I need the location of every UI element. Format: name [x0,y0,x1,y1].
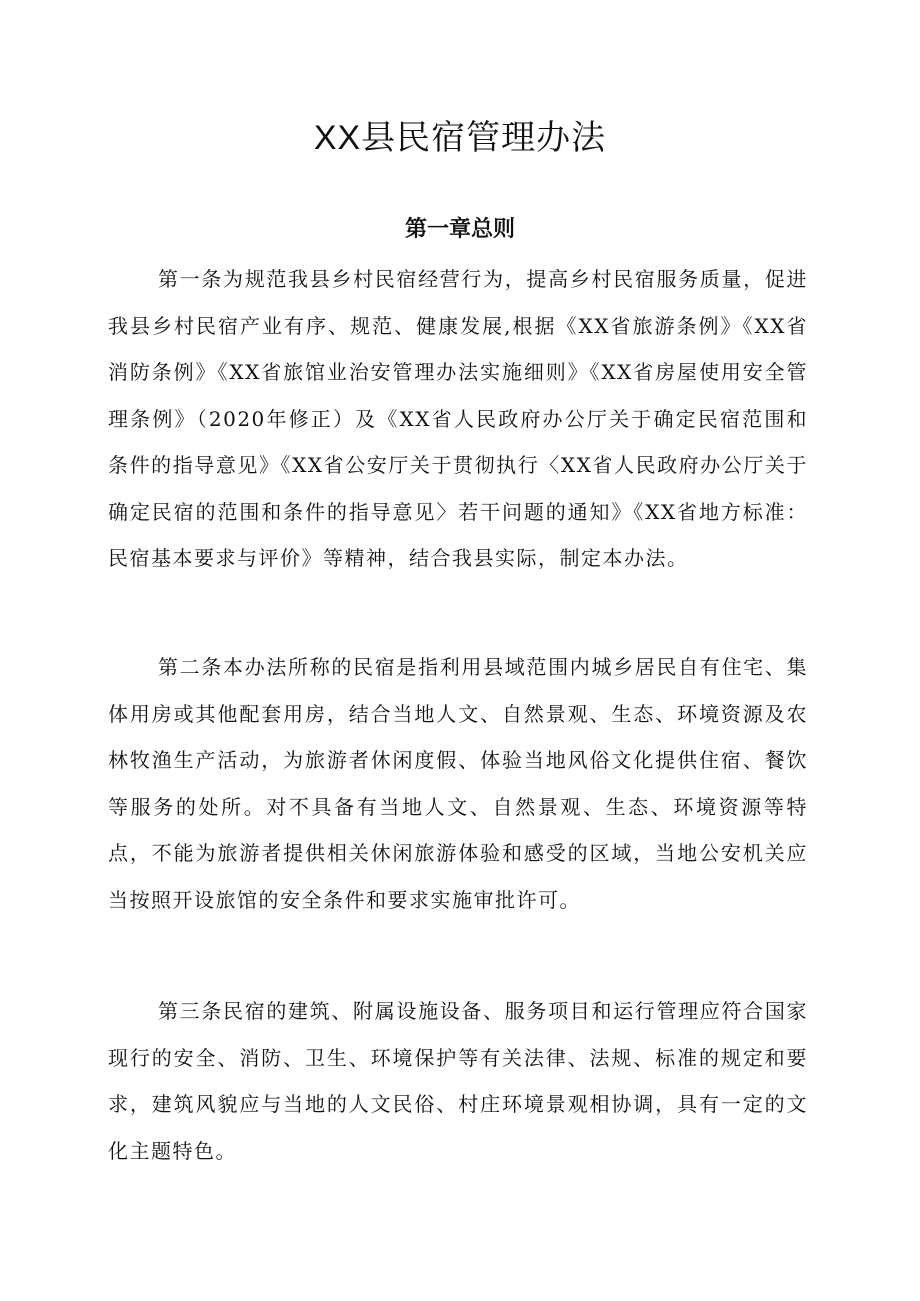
chapter-title: 第一章总则 [404,217,515,242]
article-3-paragraph: 第三条民宿的建筑、附属设施设备、服务项目和运行管理应符合国家现行的安全、消防、卫生、环境保护等有关法律、法规、标准的规定和要求，建筑风貌应与当地的人文民俗、村庄环境景观相协调，具有一定的文化主题特色。 [108,999,808,1163]
article-2-paragraph: 第二条本办法所称的民宿是指利用县域范围内城乡居民自有住宅、集体用房或其他配套用房，结合当地人文、自然景观、生态、环境资源及农林牧渔生产活动，为旅游者休闲度假、体验当地风俗文化提供住宿、餐饮等服务的处所。对不具备有当地人文、自然景观、生态、环境资源等特点，不能为旅游者提供相关休闲旅游体验和感受的区域，当地公安机关应当按照开设旅馆的安全条件和要求实施审批许可。 [108,655,808,912]
document-title: XX县民宿管理办法 [313,119,607,157]
article-1-paragraph: 第一条为规范我县乡村民宿经营行为，提高乡村民宿服务质量，促进我县乡村民宿产业有序、规范、健康发展,根据《XX省旅游条例》《XX省消防条例》《XX省旅馆业治安管理办法实施细则》《XX省房屋使用安全管理条例》（2020年修正）及《XX省人民政府办公厅关于确定民宿范围和条件的指导意见》《XX省公安厅关于贯彻执行〈XX省人民政府办公厅关于确定民宿的范围和条件的指导意见〉若干问题的通知》《XX省地方标准：民宿基本要求与评价》等精神，结合我县实际，制定本办法。 [108,267,808,570]
